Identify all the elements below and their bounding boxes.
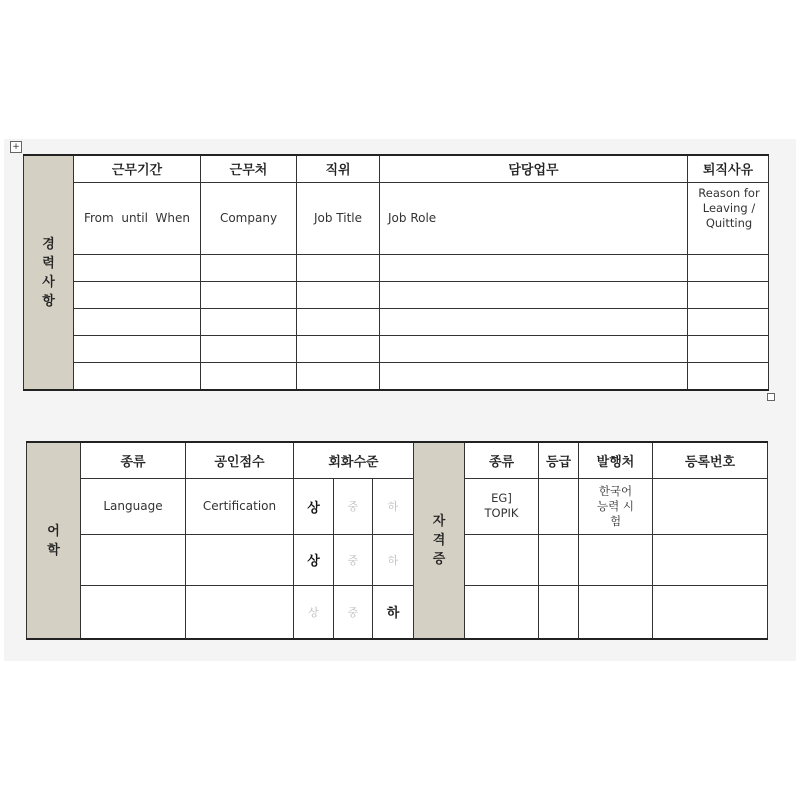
- career-cell[interactable]: [201, 254, 297, 281]
- career-cell[interactable]: [297, 308, 380, 335]
- career-sub-company[interactable]: Company: [201, 182, 297, 254]
- table-row: [24, 308, 769, 335]
- career-cell[interactable]: [380, 335, 688, 362]
- table-row: [24, 254, 769, 281]
- table-row: [24, 281, 769, 308]
- career-label-char: 사: [42, 274, 55, 290]
- career-cell[interactable]: [74, 335, 201, 362]
- career-header-position: 직위: [297, 155, 380, 182]
- career-cell[interactable]: [380, 254, 688, 281]
- license-header-grade: 등급: [539, 442, 579, 478]
- career-cell[interactable]: [201, 308, 297, 335]
- license-label-char: 자: [432, 514, 446, 529]
- career-sub-reason[interactable]: Reason for Leaving / Quitting: [688, 182, 769, 254]
- language-cell[interactable]: [81, 534, 186, 585]
- career-label-char: 력: [42, 255, 55, 271]
- language-header-score: 공인점수: [186, 442, 294, 478]
- table-row: [27, 534, 768, 585]
- career-cell[interactable]: [380, 308, 688, 335]
- career-cell[interactable]: [688, 281, 769, 308]
- career-cell[interactable]: [201, 335, 297, 362]
- language-sub-certification[interactable]: Certification: [186, 478, 294, 534]
- language-license-table: [26, 441, 768, 640]
- level-mid-option[interactable]: 중: [334, 585, 373, 639]
- career-sub-job-role[interactable]: Job Role: [380, 182, 688, 254]
- license-cell[interactable]: [579, 585, 653, 639]
- career-sub-job-title[interactable]: Job Title: [297, 182, 380, 254]
- career-cell[interactable]: [380, 281, 688, 308]
- level-high-option[interactable]: 상: [294, 478, 334, 534]
- table-row: [27, 585, 768, 639]
- table-move-handle-icon[interactable]: +: [10, 141, 22, 153]
- license-cell[interactable]: [539, 585, 579, 639]
- career-cell[interactable]: [688, 362, 769, 390]
- license-cell[interactable]: [653, 585, 768, 639]
- license-cell[interactable]: [465, 585, 539, 639]
- career-cell[interactable]: [297, 254, 380, 281]
- language-cell[interactable]: [186, 534, 294, 585]
- career-cell[interactable]: [74, 281, 201, 308]
- license-cell[interactable]: [579, 534, 653, 585]
- language-sub-language[interactable]: Language: [81, 478, 186, 534]
- license-example-type[interactable]: EG] TOPIK: [465, 478, 539, 534]
- table-resize-handle-icon[interactable]: [767, 393, 775, 401]
- career-header-reason: 퇴직사유: [688, 155, 769, 182]
- language-header-level: 회화수준: [294, 442, 414, 478]
- career-cell[interactable]: [201, 281, 297, 308]
- license-label-char: 증: [432, 552, 446, 567]
- table-row: [24, 335, 769, 362]
- career-label-char: 경: [42, 236, 55, 252]
- career-cell[interactable]: [297, 281, 380, 308]
- career-header-duty: 담당업무: [380, 155, 688, 182]
- career-cell[interactable]: [297, 362, 380, 390]
- career-header-period: 근무기간: [74, 155, 201, 182]
- license-cell[interactable]: [653, 534, 768, 585]
- career-sub-period[interactable]: From until When: [74, 182, 201, 254]
- career-cell[interactable]: [74, 254, 201, 281]
- level-high-option[interactable]: 상: [294, 534, 334, 585]
- career-cell[interactable]: [380, 362, 688, 390]
- language-label-char: 학: [47, 542, 60, 558]
- license-header-reg-number: 등록번호: [653, 442, 768, 478]
- language-cell[interactable]: [81, 585, 186, 639]
- license-cell[interactable]: [539, 534, 579, 585]
- career-label-char: 항: [42, 293, 55, 309]
- license-cell[interactable]: [465, 534, 539, 585]
- career-table: [23, 154, 769, 391]
- career-cell[interactable]: [74, 362, 201, 390]
- license-cell[interactable]: [539, 478, 579, 534]
- license-header-type: 종류: [465, 442, 539, 478]
- career-section-label: [24, 155, 74, 390]
- career-cell[interactable]: [297, 335, 380, 362]
- license-header-issuer: 발행처: [579, 442, 653, 478]
- table-row: [24, 362, 769, 390]
- level-low-option[interactable]: 하: [373, 478, 414, 534]
- level-low-option[interactable]: 하: [373, 585, 414, 639]
- level-high-option[interactable]: 상: [294, 585, 334, 639]
- language-cell[interactable]: [186, 585, 294, 639]
- license-section-label: [414, 442, 465, 639]
- license-label-char: 격: [432, 533, 446, 548]
- language-header-type: 종류: [81, 442, 186, 478]
- level-low-option[interactable]: 하: [373, 534, 414, 585]
- career-cell[interactable]: [688, 254, 769, 281]
- license-example-issuer[interactable]: 한국어 능력 시험: [579, 478, 653, 534]
- career-cell[interactable]: [688, 335, 769, 362]
- language-section-label: [27, 442, 81, 639]
- career-cell[interactable]: [688, 308, 769, 335]
- career-cell[interactable]: [201, 362, 297, 390]
- language-label-char: 어: [47, 523, 60, 539]
- career-header-company: 근무처: [201, 155, 297, 182]
- license-cell[interactable]: [653, 478, 768, 534]
- level-mid-option[interactable]: 중: [334, 534, 373, 585]
- level-mid-option[interactable]: 중: [334, 478, 373, 534]
- career-cell[interactable]: [74, 308, 201, 335]
- table-row: [27, 478, 768, 534]
